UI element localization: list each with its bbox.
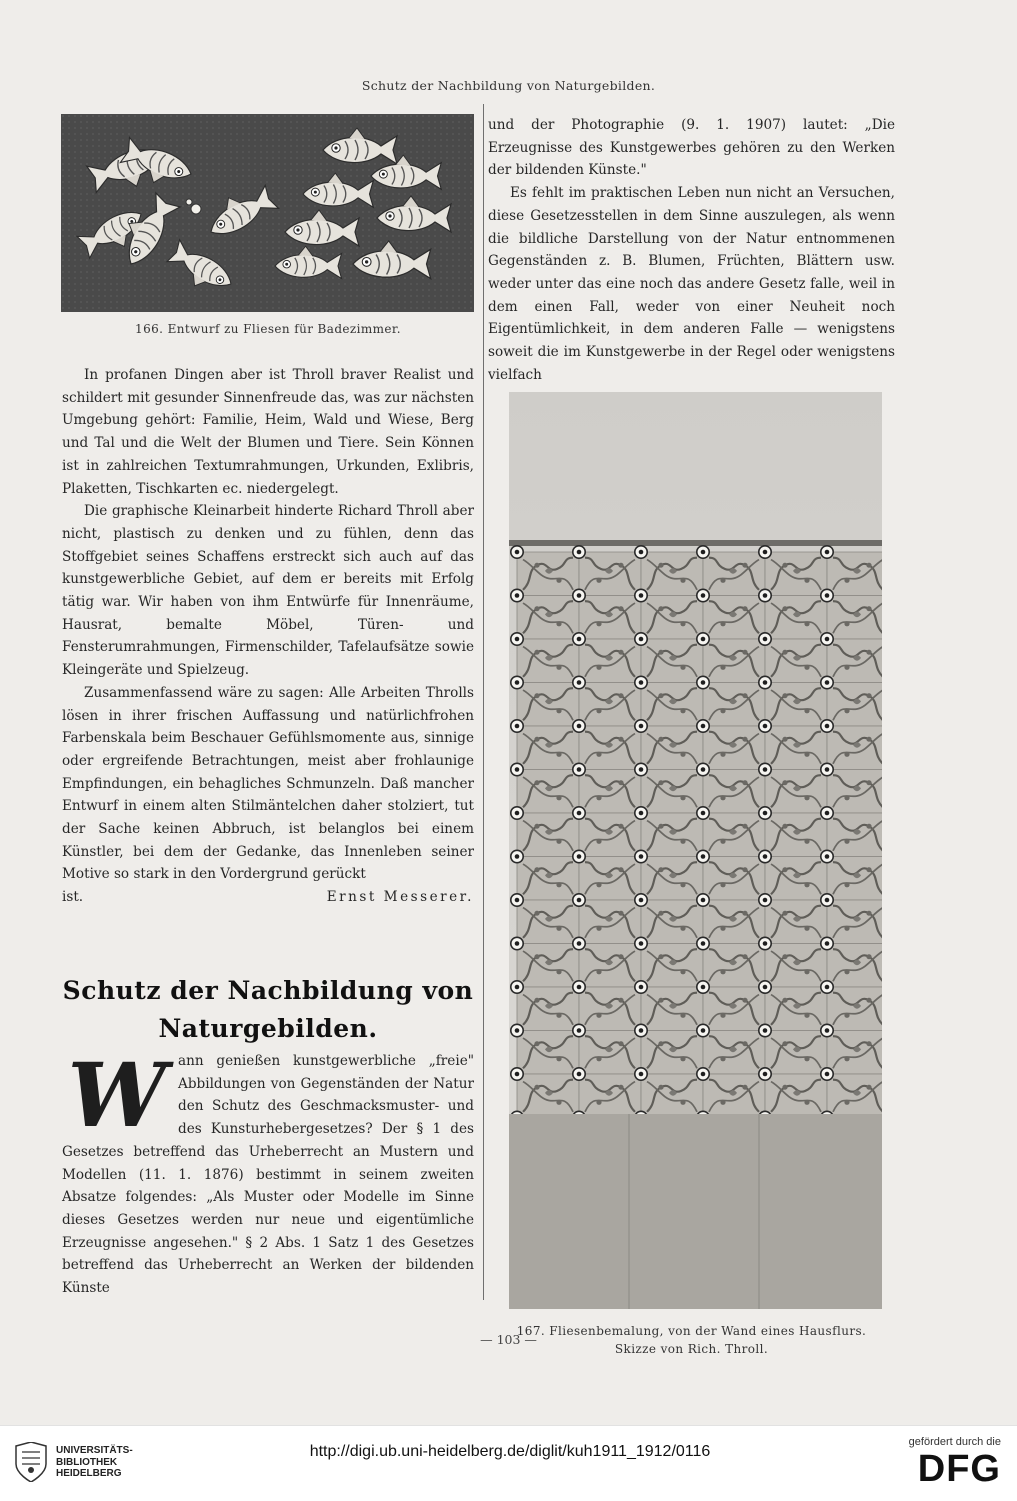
wall-tile	[765, 552, 827, 596]
library-name[interactable]	[56, 1445, 133, 1480]
tile-rosette	[635, 763, 647, 775]
figure-167-wall-tiles	[509, 392, 882, 1309]
wall-tile	[579, 770, 641, 814]
tile-rosette	[573, 937, 585, 949]
wall-tile	[517, 683, 579, 727]
wall-tile	[579, 857, 641, 901]
wall-tile	[765, 1031, 827, 1075]
tile-rosette	[635, 720, 647, 732]
tile-rosette	[759, 589, 771, 601]
tile-rosette	[697, 763, 709, 775]
wall-tile	[827, 944, 882, 988]
tile-wall-illustration	[509, 392, 882, 1309]
tile-rosette	[635, 633, 647, 645]
tile-rosette	[697, 1068, 709, 1080]
drop-initial	[62, 1043, 172, 1147]
wall-tile	[641, 1074, 703, 1118]
wall-tile	[703, 596, 765, 640]
wall-tile	[827, 1031, 882, 1075]
column-divider	[483, 104, 484, 1300]
tile-rosette	[511, 894, 523, 906]
tile-rosette	[759, 763, 771, 775]
wall-tile	[703, 639, 765, 683]
wall-tile	[641, 639, 703, 683]
wall-tile	[579, 813, 641, 857]
drop-initial-letter: W	[67, 1043, 167, 1147]
tile-rosette	[635, 546, 647, 558]
wall-tile	[765, 944, 827, 988]
wall-tile	[703, 813, 765, 857]
tile-rosette	[821, 1068, 833, 1080]
tile-rosette	[821, 720, 833, 732]
fish-illustration	[61, 114, 474, 312]
paragraph: Die graphische Kleinarbeit hinderte Richard Throll aber nicht, plastisch zu denken und zu fühlen, denn das Stoffgebiet seines Schaffens erstreckt sich auch auf das kunstgewerbliche Gebiet, auf dem er bereits mit Erfolg tätig war. Wir haben von ihm Entwürfe für Innenräume, Hausrat, bemalte Möbel, Türen- und Fensterumrahmungen, Firmenschilder, Tafelaufsätze sowie Kleingeräte und Spielzeug.	[62, 503, 474, 679]
wall-tile	[579, 1031, 641, 1075]
wall-tile	[703, 987, 765, 1031]
wall-tile	[517, 726, 579, 770]
tile-grid	[511, 546, 882, 1124]
wall-tile	[517, 770, 579, 814]
signature-line	[62, 886, 474, 909]
tile-rosette	[573, 589, 585, 601]
figure-166-caption: 166. Entwurf zu Fliesen für Badezimmer.	[135, 322, 401, 336]
tile-rosette	[511, 720, 523, 732]
wall-tile	[641, 596, 703, 640]
wall-tile	[641, 987, 703, 1031]
wall-tile	[579, 900, 641, 944]
wall-tile	[579, 726, 641, 770]
tile-rosette	[821, 981, 833, 993]
tile-rosette	[635, 850, 647, 862]
wall-tile	[517, 1074, 579, 1118]
wall-tile	[517, 900, 579, 944]
wall-tile	[517, 813, 579, 857]
dfg-logo: DFG	[917, 1448, 1001, 1490]
tile-rosette	[573, 850, 585, 862]
tile-rosette	[697, 981, 709, 993]
wall-tile	[579, 639, 641, 683]
wall-tile	[827, 813, 882, 857]
wall-tile	[703, 857, 765, 901]
wall-tile	[765, 770, 827, 814]
tile-rosette	[759, 1068, 771, 1080]
tile-rosette	[759, 981, 771, 993]
tile-rosette	[511, 546, 523, 558]
wall-tile	[579, 683, 641, 727]
tile-rosette	[635, 981, 647, 993]
section-title-line-1: Schutz der Nachbildung von	[62, 976, 474, 1005]
wall-tile	[765, 857, 827, 901]
wall-tile	[827, 683, 882, 727]
wall-tile	[765, 1074, 827, 1118]
running-head: Schutz der Nachbildung von Naturgebilden.	[361, 78, 656, 93]
tile-rosette	[635, 937, 647, 949]
wall-tile	[827, 857, 882, 901]
right-column	[488, 114, 895, 386]
last-line: ist.	[62, 889, 84, 906]
paragraph: ann genießen kunstgewerbliche „freie" Abbildungen von Gegenständen der Natur den Schutz des Geschmacksmuster- und des Kunsturhebergesetzes? Der § 1 des Gesetzes betreffend das Urheberrecht an Mustern und Modellen (11. 1. 1876) bestimmt in seinem zweiten Absatze folgendes: „Als Muster oder Modelle im Sinne dieses Gesetzes werden nur neue und eigentümliche Erzeugnisse angesehen." § 2 Abs. 1 Satz 1 des Gesetzes betreffend das Urheberrecht an Werken der bildenden Künste	[62, 1053, 474, 1297]
wall-tile	[703, 900, 765, 944]
tile-rosette	[821, 633, 833, 645]
wall-tile	[641, 900, 703, 944]
wall-tile	[579, 596, 641, 640]
viewer-footer	[0, 1425, 1017, 1501]
wall-tile	[641, 944, 703, 988]
article-author: Ernst Messerer.	[326, 889, 474, 906]
wall-tile	[703, 552, 765, 596]
tile-rosette	[821, 589, 833, 601]
wall-tile	[765, 596, 827, 640]
wall-tile	[703, 726, 765, 770]
wall-tile	[579, 987, 641, 1031]
tile-rosette	[573, 894, 585, 906]
section-body	[62, 1043, 474, 1300]
paragraph: Zusammenfassend wäre zu sagen: Alle Arbeiten Throlls lösen in ihrer frischen Auffassung und natürlichfrohen Farbenskala beim Beschauer Gefühlsmomente aus, sinnige oder ergreifende Betrachtungen, meist aber frohlaunige Empfindungen, ein behagliches Schmunzeln. Daß mancher Entwurf in einem alten Stilmäntelchen daher stolziert, tut der Sache keinen Abbruch, ist belanglos bei einem Künstler, bei dem der Gedanke, das Innenleben seiner Motive so stark in den Vordergrund gerückt	[62, 684, 474, 883]
wall-tile	[517, 596, 579, 640]
wall-tile	[827, 1074, 882, 1118]
wall-tile	[765, 987, 827, 1031]
tile-rosette	[759, 807, 771, 819]
tile-rosette	[821, 937, 833, 949]
tile-rosette	[635, 1068, 647, 1080]
tile-rosette	[511, 981, 523, 993]
tile-rosette	[697, 633, 709, 645]
tile-rosette	[697, 720, 709, 732]
tile-rosette	[821, 894, 833, 906]
figure-167-caption-line-2: Skizze von Rich. Throll.	[614, 1342, 769, 1356]
tile-rosette	[759, 720, 771, 732]
tile-rosette	[759, 676, 771, 688]
tile-rosette	[821, 763, 833, 775]
tile-rosette	[697, 589, 709, 601]
wall-tile	[827, 596, 882, 640]
tile-rosette	[759, 850, 771, 862]
wall-tile	[517, 987, 579, 1031]
wall-dado	[509, 1114, 882, 1309]
tile-rosette	[573, 981, 585, 993]
tile-rosette	[759, 633, 771, 645]
wall-tile	[579, 1074, 641, 1118]
wall-tile	[641, 1031, 703, 1075]
wall-tile	[641, 813, 703, 857]
tile-rosette	[697, 850, 709, 862]
wall-tile	[827, 900, 882, 944]
wall-tile	[641, 552, 703, 596]
tile-rosette	[821, 807, 833, 819]
wall-tile	[579, 944, 641, 988]
tile-rosette	[635, 894, 647, 906]
left-column	[62, 364, 474, 909]
wall-tile	[641, 726, 703, 770]
wall-tile	[827, 987, 882, 1031]
page-number: — 103 —	[480, 1332, 537, 1347]
tile-rosette	[697, 894, 709, 906]
wall-tile	[765, 639, 827, 683]
library-name-line-1: UNIVERSITÄTS-	[56, 1445, 133, 1456]
tile-rosette	[573, 633, 585, 645]
tile-rosette	[821, 546, 833, 558]
library-name-line-3: HEIDELBERG	[56, 1468, 122, 1479]
tile-rosette	[511, 850, 523, 862]
tile-rosette	[573, 807, 585, 819]
wall-tile	[517, 944, 579, 988]
tile-rosette	[511, 937, 523, 949]
tile-rosette	[635, 807, 647, 819]
wall-tile	[827, 770, 882, 814]
page-url-link[interactable]: http://digi.ub.uni-heidelberg.de/diglit/kuh1911_1912/0116	[309, 1443, 711, 1460]
wall-tile	[517, 639, 579, 683]
wall-tile	[641, 770, 703, 814]
tile-rosette	[697, 676, 709, 688]
tile-rosette	[821, 1024, 833, 1036]
funding-notice[interactable]	[891, 1436, 1001, 1490]
tile-rosette	[821, 850, 833, 862]
wall-tile	[827, 726, 882, 770]
wall-tile	[765, 900, 827, 944]
paragraph: und der Photographie (9. 1. 1907) lautet: „Die Erzeugnisse des Kunstgewerbes gehören zu den Werken der bildenden Künste."	[488, 117, 895, 179]
paragraph: Es fehlt im praktischen Leben nun nicht an Versuchen, diese Gesetzesstellen in dem Sinne auszulegen, als wenn die bildliche Darstellung von der Natur entnommenen Gegenständen z. B. Blumen, Früchten, Blättern usw. weder unter das eine noch das andere Gesetz falle, weil in dem einen Fall, weder von einer Neuheit noch Eigentümlichkeit, in dem anderen Falle — wenigstens soweit die im Kunstgewerbe in der Regel oder wenigstens vielfach	[488, 185, 895, 383]
tile-rosette	[573, 1024, 585, 1036]
wall-tile	[579, 552, 641, 596]
wall-tile	[765, 726, 827, 770]
tile-rosette	[697, 546, 709, 558]
tile-rosette	[573, 763, 585, 775]
tile-rosette	[573, 720, 585, 732]
tile-rosette	[635, 589, 647, 601]
tile-rosette	[573, 676, 585, 688]
tile-rosette	[697, 937, 709, 949]
tile-rosette	[511, 589, 523, 601]
figure-166-fish-tiles	[61, 114, 474, 312]
wall-tile	[517, 552, 579, 596]
tile-rosette	[511, 1068, 523, 1080]
tile-rosette	[759, 937, 771, 949]
funding-text: gefördert durch die	[908, 1436, 1001, 1448]
tile-rosette	[635, 1024, 647, 1036]
wall-tile	[703, 1031, 765, 1075]
wall-tile	[703, 683, 765, 727]
tile-rosette	[759, 546, 771, 558]
wall-tile	[641, 857, 703, 901]
university-seal-icon	[14, 1442, 48, 1486]
section-title	[62, 972, 474, 1048]
wall-tile	[703, 770, 765, 814]
tile-rosette	[635, 676, 647, 688]
tile-rosette	[511, 763, 523, 775]
section-title-line-2: Naturgebilden.	[158, 1014, 378, 1043]
tile-rosette	[697, 1024, 709, 1036]
tile-rosette	[511, 1024, 523, 1036]
tile-rosette	[697, 807, 709, 819]
tile-rosette	[511, 633, 523, 645]
tile-rosette	[759, 1024, 771, 1036]
wall-tile	[827, 552, 882, 596]
tile-rosette	[759, 894, 771, 906]
wall-tile	[641, 683, 703, 727]
wall-tile	[703, 944, 765, 988]
wall-tile	[703, 1074, 765, 1118]
wall-tile	[765, 813, 827, 857]
tile-rosette	[511, 676, 523, 688]
tile-rosette	[573, 1068, 585, 1080]
wall-tile	[765, 683, 827, 727]
figure-167-caption-line-1: 167. Fliesenbemalung, von der Wand eines Hausflurs.	[516, 1324, 867, 1338]
tile-rosette	[821, 676, 833, 688]
paragraph: In profanen Dingen aber ist Throll braver Realist und schildert mit gesunder Sinnenfreude das, was zur nächsten Umgebung gehört: Familie, Heim, Wald und Wiese, Berg und Tal und die Welt der Blumen und Tiere. Sein Können ist in zahlreichen Textumrahmungen, Urkunden, Exlibris, Plaketten, Tischkarten ec. niedergelegt.	[62, 367, 474, 497]
tile-rosette	[511, 807, 523, 819]
wall-tile	[517, 857, 579, 901]
wall-tile	[827, 639, 882, 683]
library-name-line-2: BIBLIOTHEK	[56, 1456, 118, 1468]
tile-rosette	[573, 546, 585, 558]
wall-tile	[517, 1031, 579, 1075]
